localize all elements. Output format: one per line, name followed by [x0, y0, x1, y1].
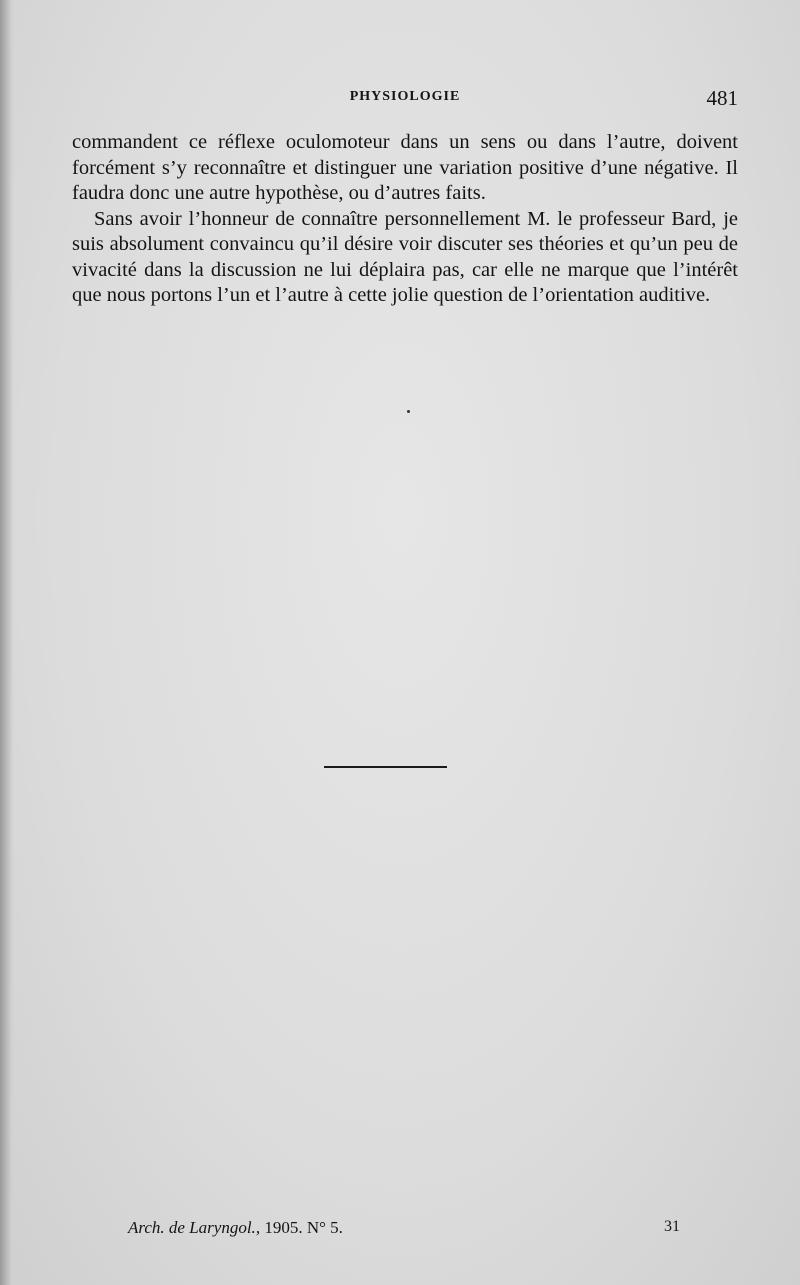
end-rule [324, 766, 447, 768]
page-number: 481 [706, 86, 738, 110]
running-head [72, 86, 738, 112]
body-text [72, 130, 738, 309]
print-speck [407, 410, 410, 413]
journal-year-issue: , 1905. N° 5. [255, 1218, 343, 1237]
page-edge-shadow [0, 0, 14, 1285]
signature-mark: 31 [664, 1218, 680, 1235]
page-footer [128, 1218, 680, 1242]
journal-source [128, 1218, 343, 1238]
running-title: PHYSIOLOGIE [349, 89, 461, 104]
paragraph-bard: Sans avoir l’honneur de connaître personnellement M. le professeur Bard, je suis absolument convaincu qu’il désire voir discuter ses théories et qu’un peu de vivacité dans la discussion ne lui déplaira pas, car elle ne marque que l’intérêt que nous portons l’un et l’autre à cette jolie question de l’orientation auditive. [72, 207, 738, 306]
journal-abbrev: Arch. de Laryngol. [128, 1218, 256, 1237]
paragraph-continued: commandent ce réflexe oculomoteur dans un sens ou dans l’autre, doivent forcément s’y reconnaître et distinguer une variation positive d’une négative. Il faudra donc une autre hypothèse, ou d’autres faits. [72, 131, 738, 204]
